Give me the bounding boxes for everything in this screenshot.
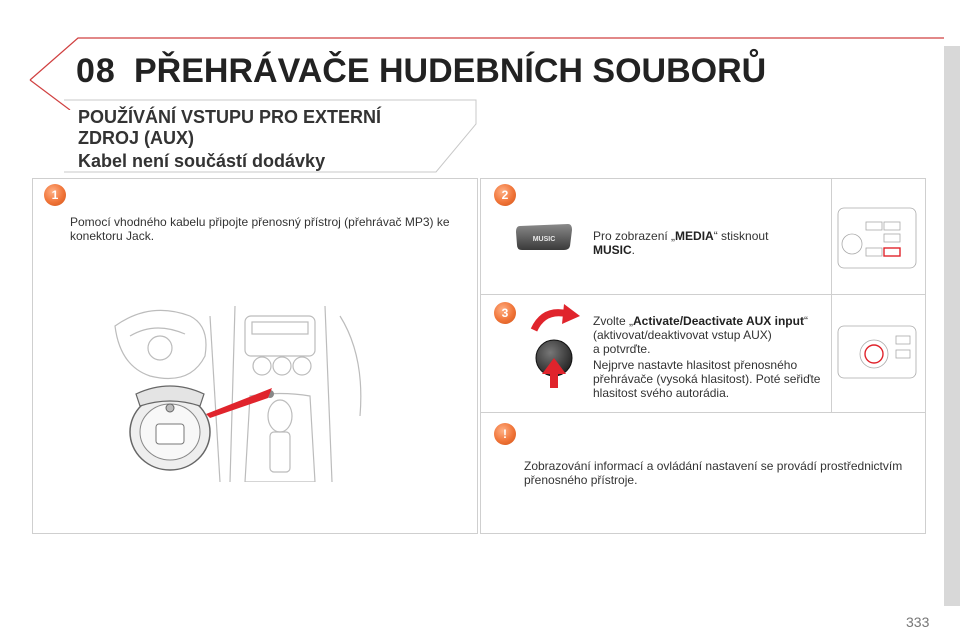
step-3-volume-text: Nejprve nastavte hlasitost přenosného přehrávače (vysoká hlasitost). Poté seřiďte hlasitost svého autorádia. xyxy=(593,358,821,400)
image-column-divider xyxy=(831,179,832,412)
aux-jack-detail xyxy=(122,378,218,474)
radio-panel-music-illustration xyxy=(836,204,918,272)
step-2-badge: 2 xyxy=(494,184,516,206)
warning-text: Zobrazování informací a ovládání nastavení se provádí prostřednictvím přenosného přístroje. xyxy=(524,459,903,487)
svg-text:MUSIC: MUSIC xyxy=(532,236,556,243)
section-subtitle: Kabel není součástí dodávky xyxy=(78,151,326,171)
rotary-knob-icon xyxy=(524,300,584,400)
divider-step-3-warning xyxy=(481,412,925,413)
step-3-badge: 3 xyxy=(494,302,516,324)
chapter-title: PŘEHRÁVAČE HUDEBNÍCH SOUBORŮ xyxy=(134,52,767,90)
step-1-badge: 1 xyxy=(44,184,66,206)
step-1-text: Pomocí vhodného kabelu připojte přenosný přístroj (přehrávač MP3) ke konektoru Jack. xyxy=(70,215,450,243)
page-number: 333 xyxy=(906,614,930,630)
music-button-icon xyxy=(514,222,574,252)
section-title: POUŽÍVÁNÍ VSTUPU PRO EXTERNÍ ZDROJ (AUX) xyxy=(78,107,382,148)
warning-icon: ! xyxy=(494,423,516,445)
step-2-text: Pro zobrazení „MEDIA“ stisknout MUSIC. xyxy=(593,229,769,257)
pointer-arrow-icon xyxy=(206,384,278,418)
chapter-edge-tab xyxy=(944,46,960,606)
radio-panel-knob-illustration xyxy=(836,322,918,382)
step-3-text: Zvolte „Activate/Deactivate AUX input“ (aktivovat/deaktivovat vstup AUX) a potvrďte. xyxy=(593,314,808,356)
chapter-number: 08 xyxy=(76,52,116,90)
divider-step-2-3 xyxy=(481,294,925,295)
